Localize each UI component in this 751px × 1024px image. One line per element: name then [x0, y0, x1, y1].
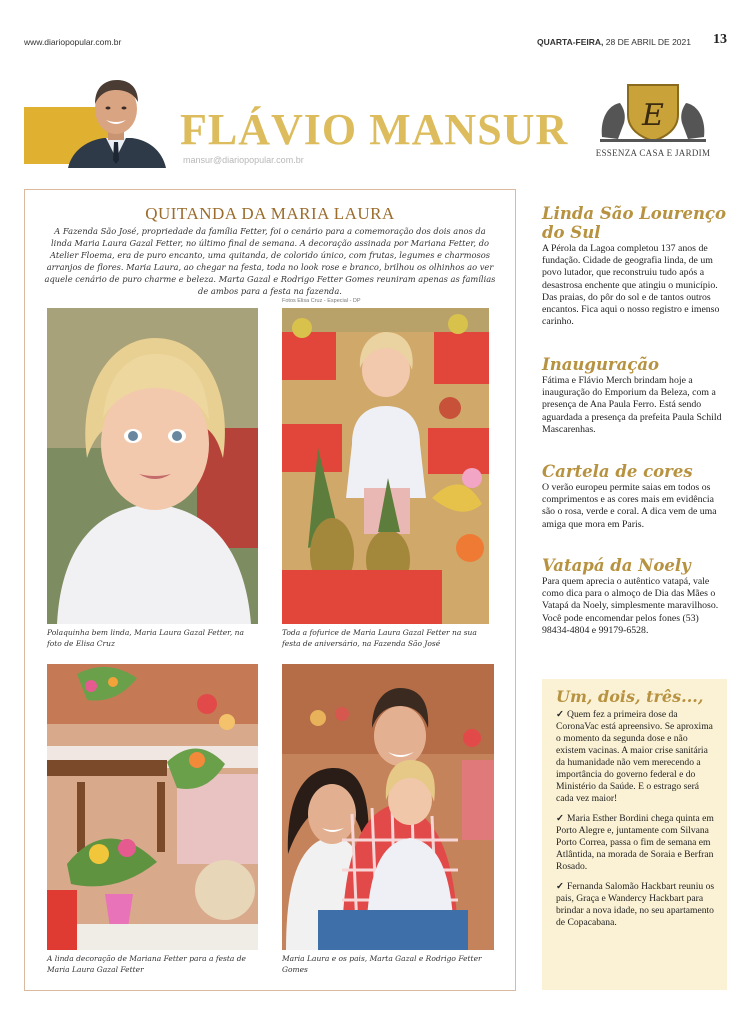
columnist-email[interactable]: mansur@diariopopular.com.br — [183, 155, 304, 165]
note-text: Fátima e Flávio Merch brindam hoje a inauguração do Emporium da Beleza, com a presença de Ana Paula Ferro. Está sendo aguardada a presença da prefeita Paula Schild Mascarenhas. — [542, 375, 722, 435]
bullet-item: ✓ Quem fez a primeira dose da CoronaVac está apreensivo. Se aproxima o momento da segunda dose e não existem vacinas. A maior crise sanitária da humanidade não vem merecendo a importância do governo federal e do Ministério da Saúde. E o estrago será cada vez maior! — [556, 709, 713, 804]
note-inauguracao — [542, 355, 727, 436]
note-text: Para quem aprecia o autêntico vatapá, vale como dica para o almoço de Dia das Mães o Vatapá da Noely, simplesmente maravilhoso. Você pode encomendar pelos fones (53) 98434-4804 e 99179-6528. — [542, 576, 719, 636]
weekday: QUARTA-FEIRA, — [536, 37, 604, 47]
photo-party-decoration — [47, 664, 258, 950]
photo-credit: Fotos Elisa Cruz - Especial - DP — [282, 298, 361, 304]
note-text: O verão europeu permite saias em todos os comprimentos e as cores mais em evidência são o rosa, verde e coral. A dica vem de uma amiga que mora em Paris. — [542, 482, 717, 530]
note-heading: Vatapá da Noely — [542, 556, 691, 575]
caption-photo-3: A linda decoração de Mariana Fetter para a festa de Maria Laura Gazal Fetter — [47, 954, 246, 974]
note-heading: Inauguração — [542, 355, 660, 374]
photo-toddler-portrait — [47, 308, 258, 624]
caption-photo-1: Polaquinha bem linda, Maria Laura Gazal Fetter, na foto de Elisa Cruz — [47, 628, 244, 648]
story-title: QUITANDA DA MARIA LAURA — [145, 204, 395, 223]
page-header — [24, 34, 727, 50]
check-icon: ✓ — [556, 709, 565, 720]
bullet-item: ✓ Fernanda Salomão Hackbart reuniu os pais, Graça e Wandercy Hackbart para brindar a nova idade, no seu apartamento de Copacabana. — [556, 881, 715, 928]
caption-photo-4: Maria Laura e os pais, Marta Gazal e Rodrigo Fetter Gomes — [282, 954, 482, 974]
check-icon: ✓ — [556, 813, 565, 824]
story-body: A Fazenda São José, propriedade da família Fetter, foi o cenário para a comemoração dos dois anos da linda Maria Laura Gazal Fetter, no último final de semana. A decoração assinada por Mariana Fetter, do Atelier Floema, era de puro encanto, uma quitanda, de colorido único, com frutas, legumes e charmosos arranjos de flores. Maria Laura, ao chegar na festa, toda no look rose e branco, brilhou os olhinhos ao ver aquele cenário de puro charme e beleza. Marta Gazal e Rodrigo Fetter Gomes reuniram apenas as famílias de ambos para a festa na fazenda. — [44, 226, 496, 296]
note-cartela-de-cores — [542, 462, 727, 531]
um-dois-tres-heading: Um, dois, três..., — [556, 687, 704, 706]
um-dois-tres-box — [542, 679, 727, 990]
photo-family — [282, 664, 494, 950]
dateline — [537, 37, 691, 47]
main-story-frame — [24, 189, 516, 991]
check-icon: ✓ — [556, 881, 565, 892]
date: 28 DE ABRIL DE 2021 — [605, 37, 691, 47]
page-number: 13 — [713, 32, 727, 47]
column-title: FLÁVIO MANSUR — [180, 105, 569, 154]
bullet-item: ✓ Maria Esther Bordini chega quinta em Porto Alegre e, juntamente com Silvana Porto Correa, passa o fim de semana em Atlântida, na morada de Soraia e Berfran Rosado. — [556, 813, 714, 872]
note-heading: Cartela de cores — [542, 462, 693, 481]
caption-photo-2: Toda a fofurice de Maria Laura Gazal Fetter na sua festa de aniversário, na Fazenda São José — [282, 628, 477, 648]
note-heading: Linda São Lourenço do Sul — [542, 204, 727, 242]
svg-text:E: E — [642, 98, 664, 133]
photo-fruit-stand — [282, 308, 489, 624]
note-text: A Pérola da Lagoa completou 137 anos de fundação. Cidade de geografia linda, de um povo lutador, que reconstruiu tudo após a desastrosa enchente que atingiu o município. Das praias, do pôr do sol e de tantos outros encantos. Fica aqui o nosso registro e imenso carinho. — [542, 243, 720, 328]
sponsor-logo-text: ESSENZA CASA E JARDIM — [595, 148, 711, 158]
columnist-portrait — [62, 76, 170, 168]
website-url: www.diariopopular.com.br — [24, 37, 122, 47]
note-vatapa — [542, 556, 727, 637]
note-sao-lourenco — [542, 204, 727, 328]
